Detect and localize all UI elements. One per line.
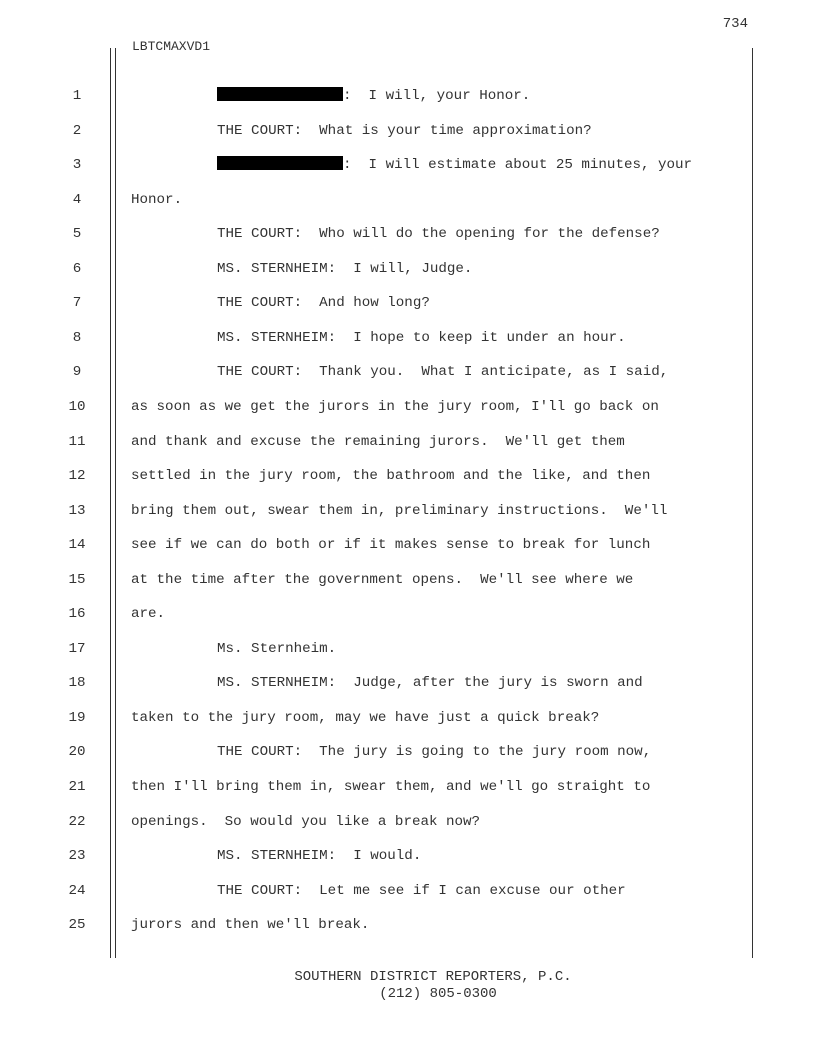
transcript-line — [0, 499, 816, 523]
transcript-line — [0, 637, 816, 661]
line-text — [217, 360, 668, 384]
line-number: 6 — [72, 260, 82, 277]
line-content: settled in the jury room, the bathroom and the like, and then — [131, 468, 651, 485]
redaction-bar — [217, 87, 343, 101]
line-number: 17 — [68, 640, 86, 657]
transcript-line — [0, 602, 816, 626]
page-number: 734 — [722, 16, 748, 32]
line-number: 25 — [68, 917, 86, 934]
line-number: 9 — [72, 364, 82, 381]
line-content: as soon as we get the jurors in the jury room, I'll go back on — [131, 398, 659, 415]
line-text — [217, 257, 472, 281]
transcript-line — [0, 671, 816, 695]
transcript-line — [0, 257, 816, 281]
line-text — [131, 395, 659, 419]
line-content: THE COURT: What is your time approximation? — [217, 122, 592, 139]
line-content: : I will, your Honor. — [343, 88, 531, 104]
line-number: 8 — [72, 329, 82, 346]
line-text — [131, 706, 599, 730]
line-text — [217, 119, 592, 143]
header-code: LBTCMAXVD1 — [132, 39, 211, 54]
line-number: 5 — [72, 226, 82, 243]
line-text — [131, 188, 182, 212]
line-content: THE COURT: Thank you. What I anticipate, as I said, — [217, 364, 669, 381]
transcript-line — [0, 222, 816, 246]
line-content: THE COURT: And how long? — [217, 295, 430, 312]
line-content: at the time after the government opens. We'll see where we — [131, 571, 634, 588]
line-number: 24 — [68, 882, 86, 899]
transcript-line — [0, 568, 816, 592]
line-content: openings. So would you like a break now? — [131, 813, 481, 830]
line-content: then I'll bring them in, swear them, and we'll go straight to — [131, 779, 651, 795]
line-number: 1 — [72, 88, 82, 104]
line-number: 23 — [68, 848, 86, 865]
line-text — [131, 810, 480, 834]
line-text — [217, 153, 692, 177]
line-number: 22 — [68, 813, 86, 830]
line-text — [217, 740, 651, 764]
line-content: taken to the jury room, may we have just a quick break? — [131, 709, 600, 726]
line-text — [217, 844, 421, 868]
transcript-line — [0, 84, 816, 108]
transcript-line — [0, 879, 816, 903]
transcript-line — [0, 360, 816, 384]
line-text — [217, 222, 660, 246]
line-number: 11 — [68, 433, 86, 450]
line-text — [131, 464, 650, 488]
line-content: MS. STERNHEIM: I will, Judge. — [217, 260, 473, 277]
line-text — [217, 326, 626, 350]
redaction-bar — [217, 156, 343, 170]
line-content: MS. STERNHEIM: I hope to keep it under an hour. — [217, 329, 626, 346]
transcript-line — [0, 775, 816, 799]
line-number: 2 — [72, 122, 82, 139]
line-content: : I will estimate about 25 minutes, your — [343, 157, 693, 174]
line-number: 15 — [68, 571, 86, 588]
line-number: 14 — [68, 537, 86, 554]
line-text — [131, 913, 369, 937]
line-text — [131, 430, 625, 454]
line-text — [217, 671, 643, 695]
transcript-line — [0, 706, 816, 730]
line-text — [217, 879, 626, 903]
line-number: 16 — [68, 606, 86, 623]
transcript-line — [0, 395, 816, 419]
transcript-line — [0, 119, 816, 143]
footer-phone: (212) 805-0300 — [379, 986, 497, 1002]
line-content: THE COURT: The jury is going to the jury room now, — [217, 744, 652, 761]
line-content: Honor. — [131, 191, 183, 208]
line-content: bring them out, swear them in, preliminary instructions. We'll — [131, 502, 668, 519]
line-text — [217, 637, 336, 661]
line-number: 18 — [68, 675, 86, 692]
line-content: THE COURT: Who will do the opening for the defense? — [217, 226, 660, 243]
line-number: 19 — [68, 709, 86, 726]
line-content: MS. STERNHEIM: Judge, after the jury is sworn and — [217, 675, 643, 692]
line-number: 4 — [72, 191, 82, 208]
transcript-line — [0, 913, 816, 937]
line-number: 7 — [72, 295, 82, 312]
line-text — [131, 568, 633, 592]
line-text — [131, 775, 650, 799]
line-number: 12 — [68, 468, 86, 485]
transcript-line — [0, 188, 816, 212]
transcript-line — [0, 464, 816, 488]
transcript-line — [0, 430, 816, 454]
line-content: are. — [131, 606, 166, 623]
transcript-line — [0, 740, 816, 764]
line-content: jurors and then we'll break. — [131, 917, 370, 934]
transcript-line — [0, 153, 816, 177]
transcript-line — [0, 533, 816, 557]
line-number: 3 — [72, 157, 82, 174]
transcript-line — [0, 291, 816, 315]
transcript-line — [0, 810, 816, 834]
line-text — [131, 533, 650, 557]
line-text — [217, 84, 530, 108]
line-content: THE COURT: Let me see if I can excuse our other — [217, 882, 626, 899]
line-text — [131, 499, 667, 523]
line-content: MS. STERNHEIM: I would. — [217, 848, 422, 865]
transcript-line — [0, 326, 816, 350]
line-number: 10 — [68, 398, 86, 415]
line-number: 13 — [68, 502, 86, 519]
footer-reporter: SOUTHERN DISTRICT REPORTERS, P.C. — [294, 969, 572, 985]
line-content: see if we can do both or if it makes sense to break for lunch — [131, 537, 651, 554]
line-text — [217, 291, 430, 315]
line-content: Ms. Sternheim. — [217, 640, 337, 657]
line-content: and thank and excuse the remaining jurors. We'll get them — [131, 433, 625, 450]
line-number: 20 — [68, 744, 86, 761]
line-number: 21 — [68, 779, 86, 795]
transcript-line — [0, 844, 816, 868]
line-text — [131, 602, 165, 626]
